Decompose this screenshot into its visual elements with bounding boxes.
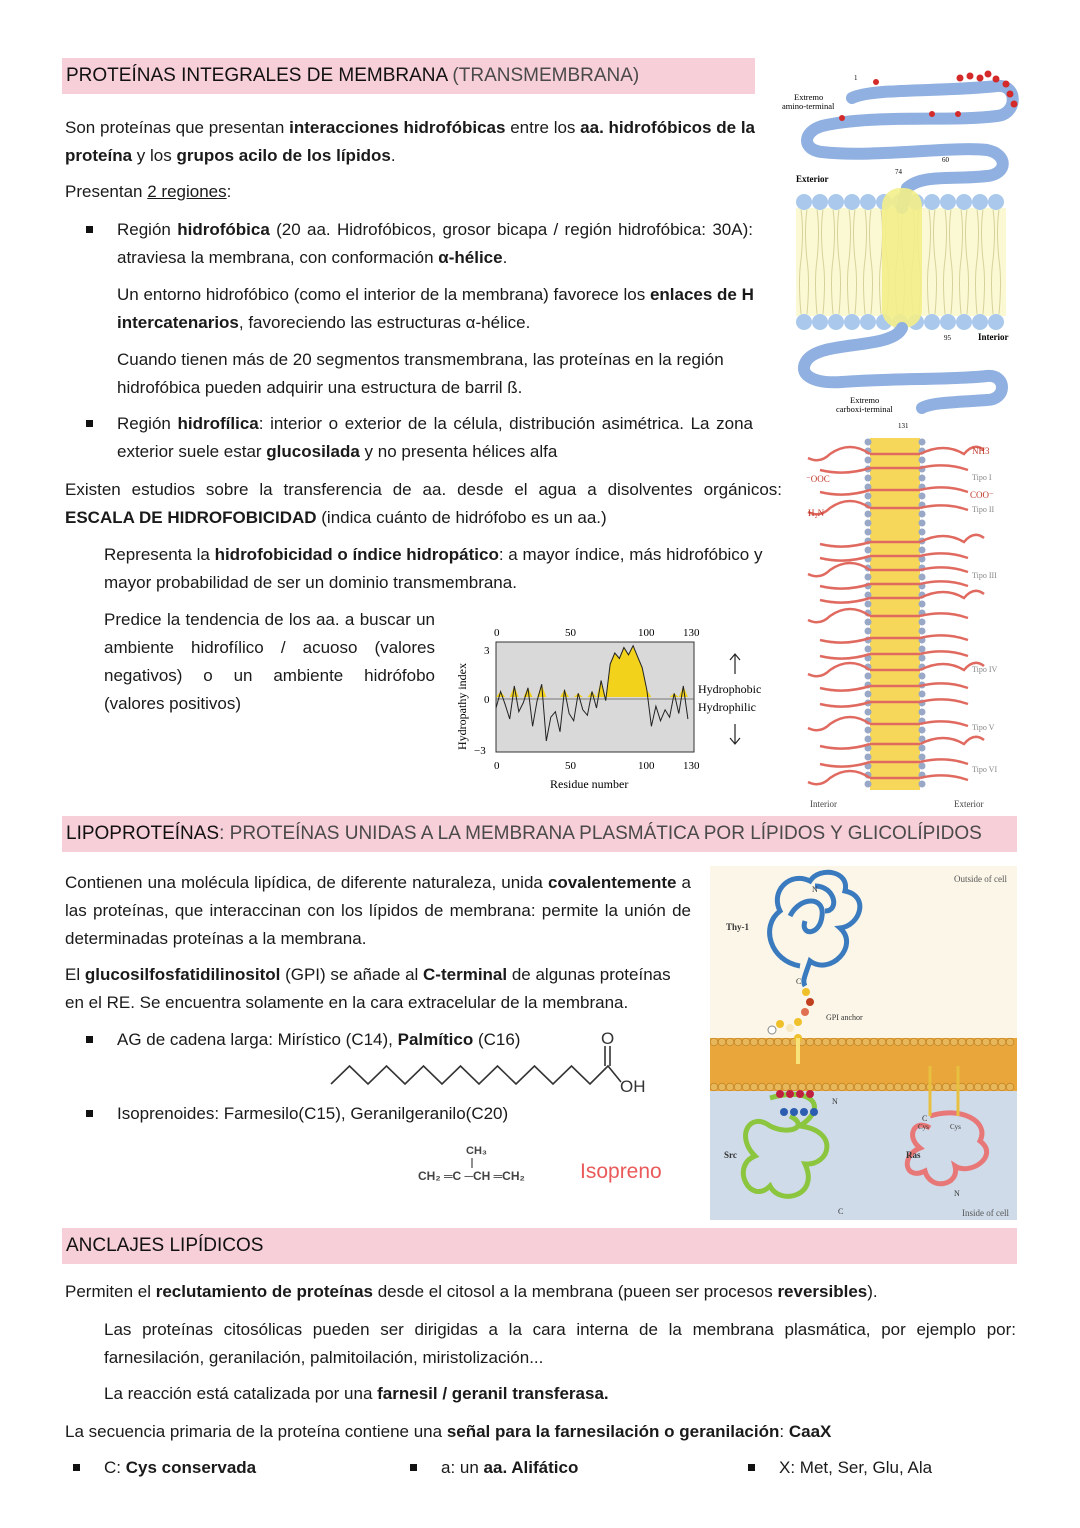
lipid-head bbox=[750, 1038, 758, 1046]
lipid-head bbox=[998, 1038, 1006, 1046]
lipid-head bbox=[886, 1038, 894, 1046]
isoprene-formula: CH₂ ═C ─CH ═CH₂ bbox=[418, 1169, 525, 1183]
lipid-head bbox=[838, 1038, 846, 1046]
y-tick-neg3: −3 bbox=[474, 745, 486, 757]
lipid-head bbox=[956, 314, 972, 330]
lipid-head bbox=[988, 314, 1004, 330]
label-tipo-3: Tipo III bbox=[972, 571, 997, 580]
bullet-region-hidrofobica: Región hidrofóbica (20 aa. Hidrofóbicos, grosor bicapa / región hidrofóbica: 30A): atraviesa la membrana, con conformación α-hélice. bbox=[117, 220, 753, 267]
lipid-head bbox=[865, 439, 872, 446]
paragraph-regiones: Presentan 2 regiones: bbox=[65, 182, 232, 201]
lipid-head bbox=[919, 709, 926, 716]
lipid-head bbox=[910, 1083, 918, 1091]
label-n-thy1: N bbox=[812, 885, 818, 894]
lipid-head bbox=[966, 1083, 974, 1091]
isoprene-structure bbox=[410, 1140, 680, 1190]
lipid-head bbox=[919, 574, 926, 581]
membrane-protein-types-figure bbox=[800, 432, 1020, 812]
lipid-head bbox=[865, 601, 872, 608]
lipid-head bbox=[918, 1083, 926, 1091]
lipid-head bbox=[865, 493, 872, 500]
lipid-head bbox=[974, 1083, 982, 1091]
lipid-head bbox=[972, 194, 988, 210]
lipid-head bbox=[919, 511, 926, 518]
x-tick-top-0: 0 bbox=[494, 627, 500, 639]
carbon-chain bbox=[331, 1066, 621, 1084]
section-header-anclajes: ANCLAJES LIPÍDICOS bbox=[62, 1228, 1017, 1264]
lipid-head bbox=[919, 628, 926, 635]
lipid-head bbox=[862, 1083, 870, 1091]
lipid-head bbox=[966, 1038, 974, 1046]
label-tipo-5: Tipo V bbox=[972, 723, 995, 732]
lipid-head bbox=[1006, 1083, 1014, 1091]
label-ras: Ras bbox=[906, 1150, 921, 1160]
bullet-marker bbox=[86, 226, 96, 236]
lipid-head bbox=[790, 1083, 798, 1091]
label-amino-terminal: Extremo bbox=[794, 92, 824, 102]
paragraph-reclutamiento: Permiten el reclutamiento de proteínas desde el citosol a la membrana (pueen ser procesos reversibles). bbox=[65, 1282, 878, 1301]
lipid-head bbox=[886, 1083, 894, 1091]
residue-131: 131 bbox=[898, 422, 909, 430]
lipid-head bbox=[919, 763, 926, 770]
y-axis-label: Hydropathy index bbox=[455, 663, 469, 750]
lipid-head bbox=[982, 1038, 990, 1046]
lipid-head bbox=[830, 1083, 838, 1091]
lipid-head bbox=[865, 709, 872, 716]
label-tipo-4: Tipo IV bbox=[972, 665, 998, 674]
lipid-head bbox=[919, 691, 926, 698]
lipid-head bbox=[838, 1083, 846, 1091]
label-oh: OH bbox=[620, 1077, 646, 1096]
paragraph-hidrofobicidad: Representa la hidrofobicidad o índice hidropático: a mayor índice, más hidrofóbico y mayor probabilidad de ser un dominio transmembrana. bbox=[104, 545, 763, 592]
paragraph-gpi: El glucosilfosfatidilinositol (GPI) se añade al C-terminal de algunas proteínas en el RE. Se encuentra solamente en la cara extracelular de la membrana. bbox=[65, 965, 671, 1012]
label-o: O bbox=[601, 1029, 615, 1048]
label-ooc: ⁻OOC bbox=[806, 474, 830, 484]
residue-1: 1 bbox=[854, 74, 858, 82]
bullet-marker bbox=[86, 1036, 96, 1046]
lipid-head bbox=[919, 475, 926, 482]
x-tick-top-130: 130 bbox=[683, 627, 700, 639]
label-n-src: N bbox=[832, 1097, 838, 1106]
lipid-anchored-proteins-figure bbox=[710, 866, 1017, 1220]
lipid-head bbox=[846, 1038, 854, 1046]
lipid-head bbox=[758, 1083, 766, 1091]
section-header-integrales: PROTEÍNAS INTEGRALES DE MEMBRANA (TRANSMEMBRANA) bbox=[62, 58, 755, 94]
lipid-head bbox=[828, 194, 844, 210]
palmitic-acid-structure bbox=[325, 1026, 655, 1098]
label-c-thy1: C bbox=[796, 977, 802, 986]
lipid-head bbox=[942, 1038, 950, 1046]
lipid-head bbox=[726, 1038, 734, 1046]
lipid-head bbox=[919, 727, 926, 734]
lipid-head bbox=[865, 736, 872, 743]
label-n-ras: N bbox=[954, 1189, 960, 1198]
label-exterior: Exterior bbox=[796, 174, 829, 184]
bullet-marker bbox=[86, 1110, 96, 1120]
lipid-head bbox=[796, 314, 812, 330]
label-outside: Outside of cell bbox=[954, 874, 1007, 884]
lipid-head bbox=[924, 314, 940, 330]
lipid-head bbox=[865, 673, 872, 680]
lipid-head bbox=[974, 1038, 982, 1046]
lipid-head bbox=[766, 1083, 774, 1091]
glycophorin-figure bbox=[782, 70, 1020, 430]
lipid-head bbox=[782, 1083, 790, 1091]
bullet-marker bbox=[73, 1464, 83, 1474]
lipid-head bbox=[919, 439, 926, 446]
lipid-head bbox=[919, 655, 926, 662]
lipid-head bbox=[919, 520, 926, 527]
lipid-head bbox=[766, 1038, 774, 1046]
label-c-ras: C bbox=[922, 1114, 928, 1123]
paragraph-intro: Son proteínas que presentan interacciones hidrofóbicas entre los aa. hidrofóbicos de la proteína y los grupos acilo de los lípidos. bbox=[65, 118, 755, 165]
lipid-head bbox=[865, 520, 872, 527]
label-interior: Interior bbox=[978, 332, 1009, 342]
lipid-head bbox=[718, 1083, 726, 1091]
residue-60: 60 bbox=[942, 156, 949, 164]
lipid-head bbox=[865, 727, 872, 734]
lipid-head bbox=[822, 1083, 830, 1091]
lipid-head bbox=[919, 781, 926, 788]
x-tick-0: 0 bbox=[494, 760, 500, 772]
label-ch3: CH₃ bbox=[466, 1145, 487, 1157]
lipid-head bbox=[865, 646, 872, 653]
lipid-head bbox=[806, 1038, 814, 1046]
lipid-head bbox=[990, 1038, 998, 1046]
lipid-head bbox=[982, 1083, 990, 1091]
x-tick-top-100: 100 bbox=[638, 627, 655, 639]
lipid-head bbox=[878, 1038, 886, 1046]
lipid-head bbox=[865, 628, 872, 635]
lipid-head bbox=[796, 194, 812, 210]
lipid-head bbox=[710, 1083, 718, 1091]
lipid-head bbox=[758, 1038, 766, 1046]
hydropathy-chart bbox=[450, 622, 780, 794]
lipid-head bbox=[865, 781, 872, 788]
lipid-head bbox=[865, 511, 872, 518]
lipid-head bbox=[734, 1083, 742, 1091]
lipid-head bbox=[844, 194, 860, 210]
lipid-head bbox=[782, 1038, 790, 1046]
label-coo: COO⁻ bbox=[970, 490, 994, 500]
annotation-hydrophilic: Hydrophilic bbox=[698, 700, 756, 714]
lipid-head bbox=[910, 1038, 918, 1046]
label-amino-terminal-2: amino-terminal bbox=[782, 101, 835, 111]
label-carboxi-terminal: Extremo bbox=[850, 395, 880, 405]
caax-c: C: Cys conservada bbox=[104, 1458, 257, 1477]
lipid-head bbox=[918, 1038, 926, 1046]
paragraph-caax: La secuencia primaria de la proteína contiene una señal para la farnesilación o geranilación: CaaX bbox=[65, 1422, 832, 1441]
paragraph-enlaces-h: Un entorno hidrofóbico (como el interior de la membrana) favorece los enlaces de H intercatenarios, favoreciendo las estructuras α-hélice. bbox=[117, 285, 754, 332]
lipid-head bbox=[919, 619, 926, 626]
lipid-head bbox=[988, 194, 1004, 210]
x-tick-130: 130 bbox=[683, 760, 700, 772]
lipid-head bbox=[710, 1038, 718, 1046]
lipid-head bbox=[940, 314, 956, 330]
lipid-head bbox=[934, 1083, 942, 1091]
lipid-head bbox=[742, 1083, 750, 1091]
lipid-head bbox=[934, 1038, 942, 1046]
x-tick-50: 50 bbox=[565, 760, 576, 772]
lipid-head bbox=[814, 1083, 822, 1091]
lipid-head bbox=[860, 194, 876, 210]
label-src: Src bbox=[724, 1150, 737, 1160]
lipid-head bbox=[919, 529, 926, 536]
lipid-head bbox=[828, 314, 844, 330]
lipid-head bbox=[774, 1083, 782, 1091]
paragraph-contienen: Contienen una molécula lipídica, de diferente naturaleza, unida covalentemente a las proteínas, que interaccinan con los lípidos de membrana: permite la unión de determinadas proteínas a la membrana. bbox=[65, 873, 691, 948]
lipid-head bbox=[919, 754, 926, 761]
lipid-head bbox=[870, 1038, 878, 1046]
label-tipo-2: Tipo II bbox=[972, 505, 995, 514]
lipid-head bbox=[919, 601, 926, 608]
lipid-head bbox=[798, 1083, 806, 1091]
residue-95: 95 bbox=[944, 334, 951, 342]
lipid-head bbox=[865, 574, 872, 581]
label-thy1: Thy-1 bbox=[726, 922, 750, 932]
paragraph-escala: Existen estudios sobre la transferencia de aa. desde el agua a disolventes orgánicos: ESCALA DE HIDROFOBICIDAD (indica cuánto de hidrófobo es un aa.) bbox=[65, 480, 782, 527]
bullet-marker bbox=[748, 1464, 758, 1474]
residue-74: 74 bbox=[895, 168, 902, 176]
lipid-head bbox=[726, 1083, 734, 1091]
lipid-head bbox=[854, 1083, 862, 1091]
lipid-head bbox=[919, 673, 926, 680]
lipid-head bbox=[940, 194, 956, 210]
paragraph-predice: Predice la tendencia de los aa. a buscar un ambiente hidrofílico / acuoso (valores negativos) o un ambiente hidrófobo (valores positivos) bbox=[104, 610, 435, 713]
label-interior-bottom: Interior bbox=[810, 799, 837, 809]
lipid-head bbox=[894, 1083, 902, 1091]
label-inside: Inside of cell bbox=[962, 1208, 1009, 1218]
lipid-head bbox=[860, 314, 876, 330]
lipid-head bbox=[865, 754, 872, 761]
caax-a: a: un aa. Alifático bbox=[441, 1458, 579, 1477]
lipid-head bbox=[814, 1038, 822, 1046]
lipid-head bbox=[902, 1083, 910, 1091]
y-tick-3: 3 bbox=[484, 645, 490, 657]
label-h2n: H₂N bbox=[808, 508, 825, 518]
lipid-head bbox=[865, 547, 872, 554]
lipid-head bbox=[718, 1038, 726, 1046]
carboxy-terminal-chain bbox=[804, 328, 1002, 408]
lipid-head bbox=[1006, 1038, 1014, 1046]
lipid-head bbox=[894, 1038, 902, 1046]
bullet-marker bbox=[86, 420, 96, 430]
lipid-head bbox=[830, 1038, 838, 1046]
x-axis-label: Residue number bbox=[550, 777, 629, 791]
lipid-head bbox=[942, 1083, 950, 1091]
x-tick-top-50: 50 bbox=[565, 627, 576, 639]
label-carboxi-terminal-2: carboxi-terminal bbox=[836, 404, 893, 414]
lipid-head bbox=[742, 1038, 750, 1046]
transmembrane-helix bbox=[882, 188, 922, 328]
label-gpi-anchor: GPI anchor bbox=[826, 1013, 863, 1022]
label-tipo-6: Tipo VI bbox=[972, 765, 998, 774]
bullet-region-hidrofilica: Región hidrofílica: interior o exterior de la célula, distribución asimétrica. La zona exterior suele estar glucosilada y no presenta hélices alfa bbox=[117, 414, 753, 461]
lipid-head bbox=[854, 1038, 862, 1046]
lipid-head bbox=[844, 314, 860, 330]
label-cys-2: Cys bbox=[950, 1123, 961, 1131]
label-c-src: C bbox=[838, 1207, 844, 1216]
lipid-head bbox=[924, 194, 940, 210]
lipid-head bbox=[812, 194, 828, 210]
label-isopreno: Isopreno bbox=[580, 1160, 662, 1183]
lipid-head bbox=[870, 1083, 878, 1091]
lipid-head bbox=[926, 1038, 934, 1046]
label-tipo-1: Tipo I bbox=[972, 473, 992, 482]
bullet-ag-cadena-larga: AG de cadena larga: Mirístico (C14), Palmítico (C16) bbox=[117, 1030, 521, 1049]
annotation-hydrophobic: Hydrophobic bbox=[698, 682, 762, 696]
lipid-head bbox=[919, 457, 926, 464]
caax-x: X: Met, Ser, Glu, Ala bbox=[779, 1458, 933, 1477]
x-tick-100: 100 bbox=[638, 760, 655, 772]
lipid-head bbox=[774, 1038, 782, 1046]
lipid-head bbox=[998, 1083, 1006, 1091]
lipid-head bbox=[956, 194, 972, 210]
lipid-head bbox=[919, 547, 926, 554]
lipid-head bbox=[806, 1083, 814, 1091]
lipid-head bbox=[865, 475, 872, 482]
lipid-head bbox=[865, 457, 872, 464]
lipid-head bbox=[958, 1038, 966, 1046]
lipid-head bbox=[734, 1038, 742, 1046]
lipid-head bbox=[865, 619, 872, 626]
bullet-marker bbox=[410, 1464, 420, 1474]
lipid-head bbox=[919, 493, 926, 500]
label-exterior-bottom: Exterior bbox=[954, 799, 984, 809]
bullet-isoprenoides: Isoprenoides: Farmesilo(C15), Geranilgeranilo(C20) bbox=[117, 1104, 509, 1123]
lipid-head bbox=[972, 314, 988, 330]
lipid-head bbox=[846, 1083, 854, 1091]
lipid-head bbox=[950, 1038, 958, 1046]
lipid-head bbox=[750, 1083, 758, 1091]
lipid-head bbox=[902, 1038, 910, 1046]
lipid-head bbox=[812, 314, 828, 330]
y-tick-0: 0 bbox=[484, 694, 490, 706]
lipid-head bbox=[865, 529, 872, 536]
paragraph-catalizada: La reacción está catalizada por una farnesil / geranil transferasa. bbox=[104, 1384, 609, 1403]
outside-region bbox=[710, 866, 1017, 1038]
lipid-head bbox=[862, 1038, 870, 1046]
paragraph-citosolicas: Las proteínas citosólicas pueden ser dirigidas a la cara interna de la membrana plasmática, por ejemplo por: farnesilación, geranilación, palmitoilación, miristolización... bbox=[104, 1320, 1016, 1367]
label-nh3: NH3 bbox=[972, 446, 990, 456]
section-header-lipoproteinas: LIPOPROTEÍNAS: PROTEÍNAS UNIDAS A LA MEMBRANA PLASMÁTICA POR LÍPIDOS Y GLICOLÍPIDOS bbox=[62, 816, 1017, 852]
lipid-head bbox=[878, 1083, 886, 1091]
lipid-head bbox=[822, 1038, 830, 1046]
lipid-head bbox=[919, 646, 926, 653]
paragraph-barril: Cuando tienen más de 20 segmentos transmembrana, las proteínas en la región hidrofóbica pueden adquirir una estructura de barril ß. bbox=[117, 350, 724, 397]
lipid-head bbox=[865, 691, 872, 698]
label-cys-1: Cys bbox=[918, 1123, 929, 1131]
lipid-head bbox=[990, 1083, 998, 1091]
lipid-head bbox=[919, 745, 926, 752]
